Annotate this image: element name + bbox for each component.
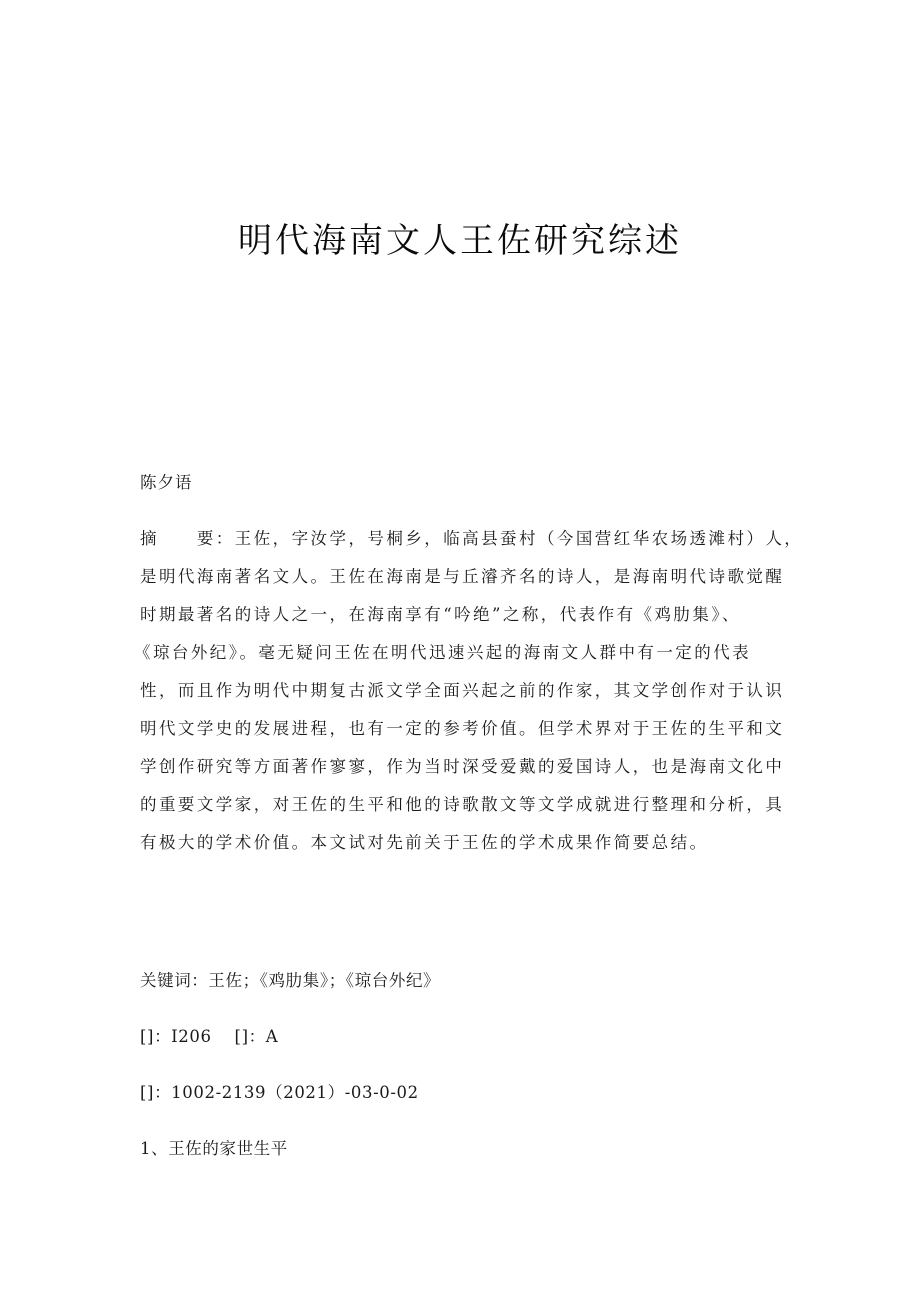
section-heading: 1、王佐的家世生平	[140, 1139, 288, 1158]
abstract-line-3: 时期最著名的诗人之一，在海南享有“吟绝”之称，代表作有《鸡肋集》、	[140, 605, 741, 624]
abstract-line-4: 《琼台外纪》。毫无疑问王佐在明代迅速兴起的海南文人群中有一定的代表	[134, 643, 752, 662]
abstract-line-1: 摘 要：王佐，字汝学，号桐乡，临高县蚕村（今国营红华农场透滩村）人，	[140, 529, 804, 548]
article-id: []：1002-2139（2021）-03-0-02	[140, 1083, 419, 1102]
abstract-line-2: 是明代海南著名文人。王佐在海南是与丘濬齐名的诗人，是海南明代诗歌觉醒	[140, 567, 785, 586]
abstract-line-7: 学创作研究等方面著作寥寥，作为当时深受爱戴的爱国诗人，也是海南文化中	[140, 757, 785, 776]
abstract-line-5: 性，而且作为明代中期复古派文学全面兴起之前的作家，其文学创作对于认识	[140, 681, 785, 700]
page-title: 明代海南文人王佐研究综述	[238, 221, 682, 261]
abstract-line-8: 的重要文学家，对王佐的生平和他的诗歌散文等文学成就进行整理和分析，具	[140, 795, 785, 814]
abstract-line-9: 有极大的学术价值。本文试对先前关于王佐的学术成果作简要总结。	[140, 833, 709, 852]
keywords: 关键词：王佐；《鸡肋集》；《琼台外纪》	[140, 971, 441, 990]
abstract-line-6: 明代文学史的发展进程，也有一定的参考价值。但学术界对于王佐的生平和文	[140, 719, 785, 738]
classification-codes: []：I206 []：A	[140, 1027, 279, 1046]
author-name: 陈夕语	[140, 473, 193, 492]
